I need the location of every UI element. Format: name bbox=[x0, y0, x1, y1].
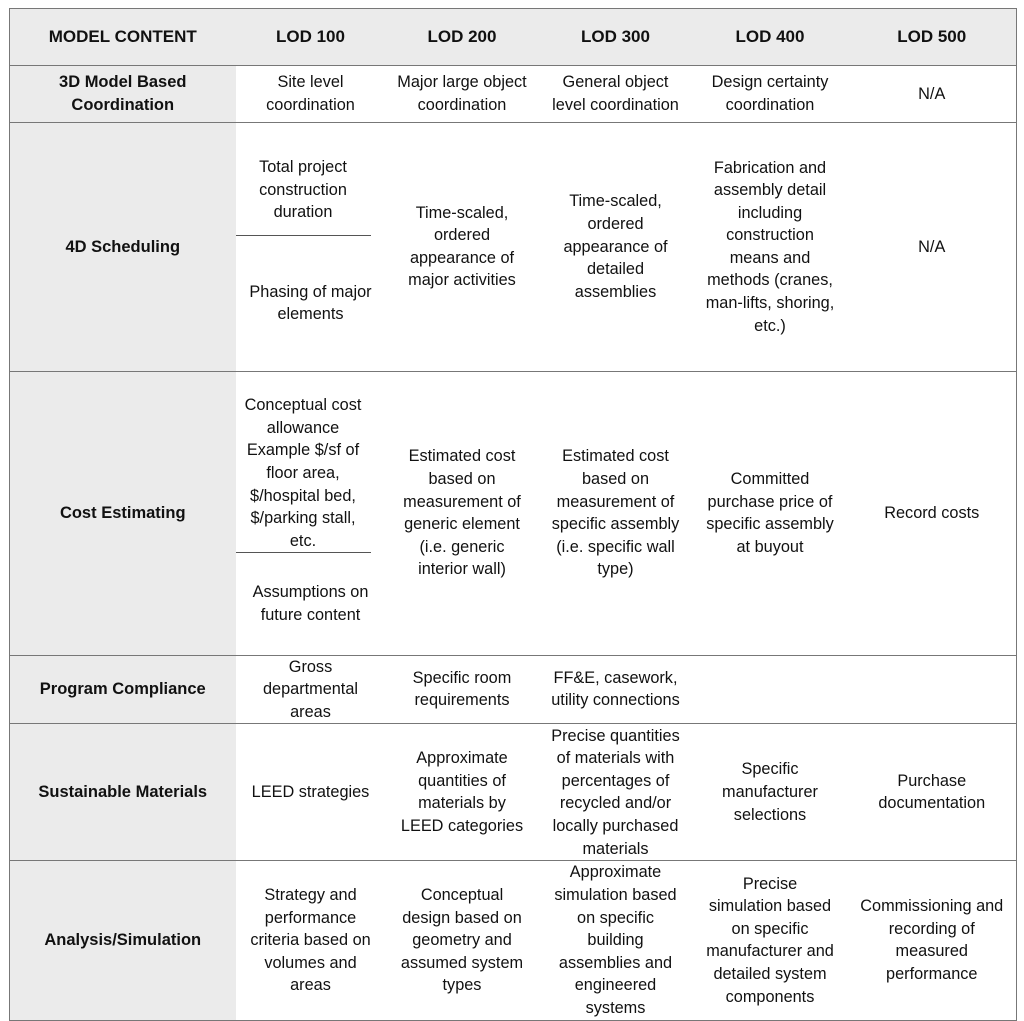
header-lod-200: LOD 200 bbox=[386, 9, 539, 66]
cell-lod-200: Major large object coordination bbox=[386, 66, 539, 123]
row-label: Program Compliance bbox=[10, 655, 236, 724]
cell-lod-400: Fabrication and assembly detail including construction means and methods (cranes, man-lifts, shoring, etc.) bbox=[693, 123, 848, 372]
table-row bbox=[10, 655, 1017, 724]
cell-lod-400 bbox=[693, 655, 848, 724]
row-label: Cost Estimating bbox=[10, 371, 236, 655]
cell-lod-100-part: Total project construction duration bbox=[236, 146, 371, 236]
cell-lod-400: Precise simulation based on specific manufacturer and detailed system components bbox=[693, 861, 848, 1020]
cell-lod-400: Specific manufacturer selections bbox=[693, 724, 848, 861]
header-model-content: MODEL CONTENT bbox=[10, 9, 236, 66]
cell-lod-100: LEED strategies bbox=[236, 724, 386, 861]
cell-lod-100 bbox=[236, 371, 386, 655]
cell-lod-500 bbox=[848, 655, 1017, 724]
cell-lod-100: Gross departmental areas bbox=[236, 655, 386, 724]
cell-lod-500: Commissioning and recording of measured performance bbox=[848, 861, 1017, 1020]
header-lod-300: LOD 300 bbox=[539, 9, 693, 66]
table-row bbox=[10, 861, 1017, 1020]
cell-lod-200: Estimated cost based on measurement of generic element (i.e. generic interior wall) bbox=[386, 371, 539, 655]
cell-lod-400: Committed purchase price of specific assembly at buyout bbox=[693, 371, 848, 655]
cell-lod-500: Record costs bbox=[848, 371, 1017, 655]
row-label: Analysis/Simulation bbox=[10, 861, 236, 1020]
cell-lod-300: General object level coordination bbox=[539, 66, 693, 123]
cell-lod-300: Approximate simulation based on specific building assemblies and engineered systems bbox=[539, 861, 693, 1020]
cell-lod-100: Strategy and performance criteria based on volumes and areas bbox=[236, 861, 386, 1020]
cell-lod-200: Time-scaled, ordered appearance of major activities bbox=[386, 123, 539, 372]
row-label: 3D Model Based Coordination bbox=[10, 66, 236, 123]
cell-lod-100: Site level coordination bbox=[236, 66, 386, 123]
cell-lod-300: Time-scaled, ordered appearance of detailed assemblies bbox=[539, 123, 693, 372]
header-row bbox=[10, 9, 1017, 66]
header-lod-400: LOD 400 bbox=[693, 9, 848, 66]
row-label: Sustainable Materials bbox=[10, 724, 236, 861]
cell-lod-100 bbox=[236, 123, 386, 372]
cell-lod-300: FF&E, casework, utility connections bbox=[539, 655, 693, 724]
cell-lod-200: Conceptual design based on geometry and assumed system types bbox=[386, 861, 539, 1020]
cell-lod-100-part: Phasing of major elements bbox=[249, 282, 372, 324]
row-label: 4D Scheduling bbox=[10, 123, 236, 372]
lod-table bbox=[9, 8, 1017, 1021]
table-row bbox=[10, 371, 1017, 655]
cell-lod-500: N/A bbox=[848, 66, 1017, 123]
header-lod-100: LOD 100 bbox=[236, 9, 386, 66]
cell-lod-100-part: Conceptual cost allowance Example $/sf of floor area, $/hospital bed, $/parking stall, etc. bbox=[236, 394, 371, 553]
table-row bbox=[10, 66, 1017, 123]
cell-lod-500: Purchase documentation bbox=[848, 724, 1017, 861]
header-lod-500: LOD 500 bbox=[848, 9, 1017, 66]
cell-lod-200: Approximate quantities of materials by LEED categories bbox=[386, 724, 539, 861]
cell-lod-500: N/A bbox=[848, 123, 1017, 372]
table-row bbox=[10, 724, 1017, 861]
cell-lod-100-part: Assumptions on future content bbox=[252, 583, 369, 624]
cell-lod-300: Estimated cost based on measurement of specific assembly (i.e. specific wall type) bbox=[539, 371, 693, 655]
table-row bbox=[10, 123, 1017, 372]
cell-lod-400: Design certainty coordination bbox=[693, 66, 848, 123]
cell-lod-300: Precise quantities of materials with percentages of recycled and/or locally purchased materials bbox=[539, 724, 693, 861]
cell-lod-200: Specific room requirements bbox=[386, 655, 539, 724]
